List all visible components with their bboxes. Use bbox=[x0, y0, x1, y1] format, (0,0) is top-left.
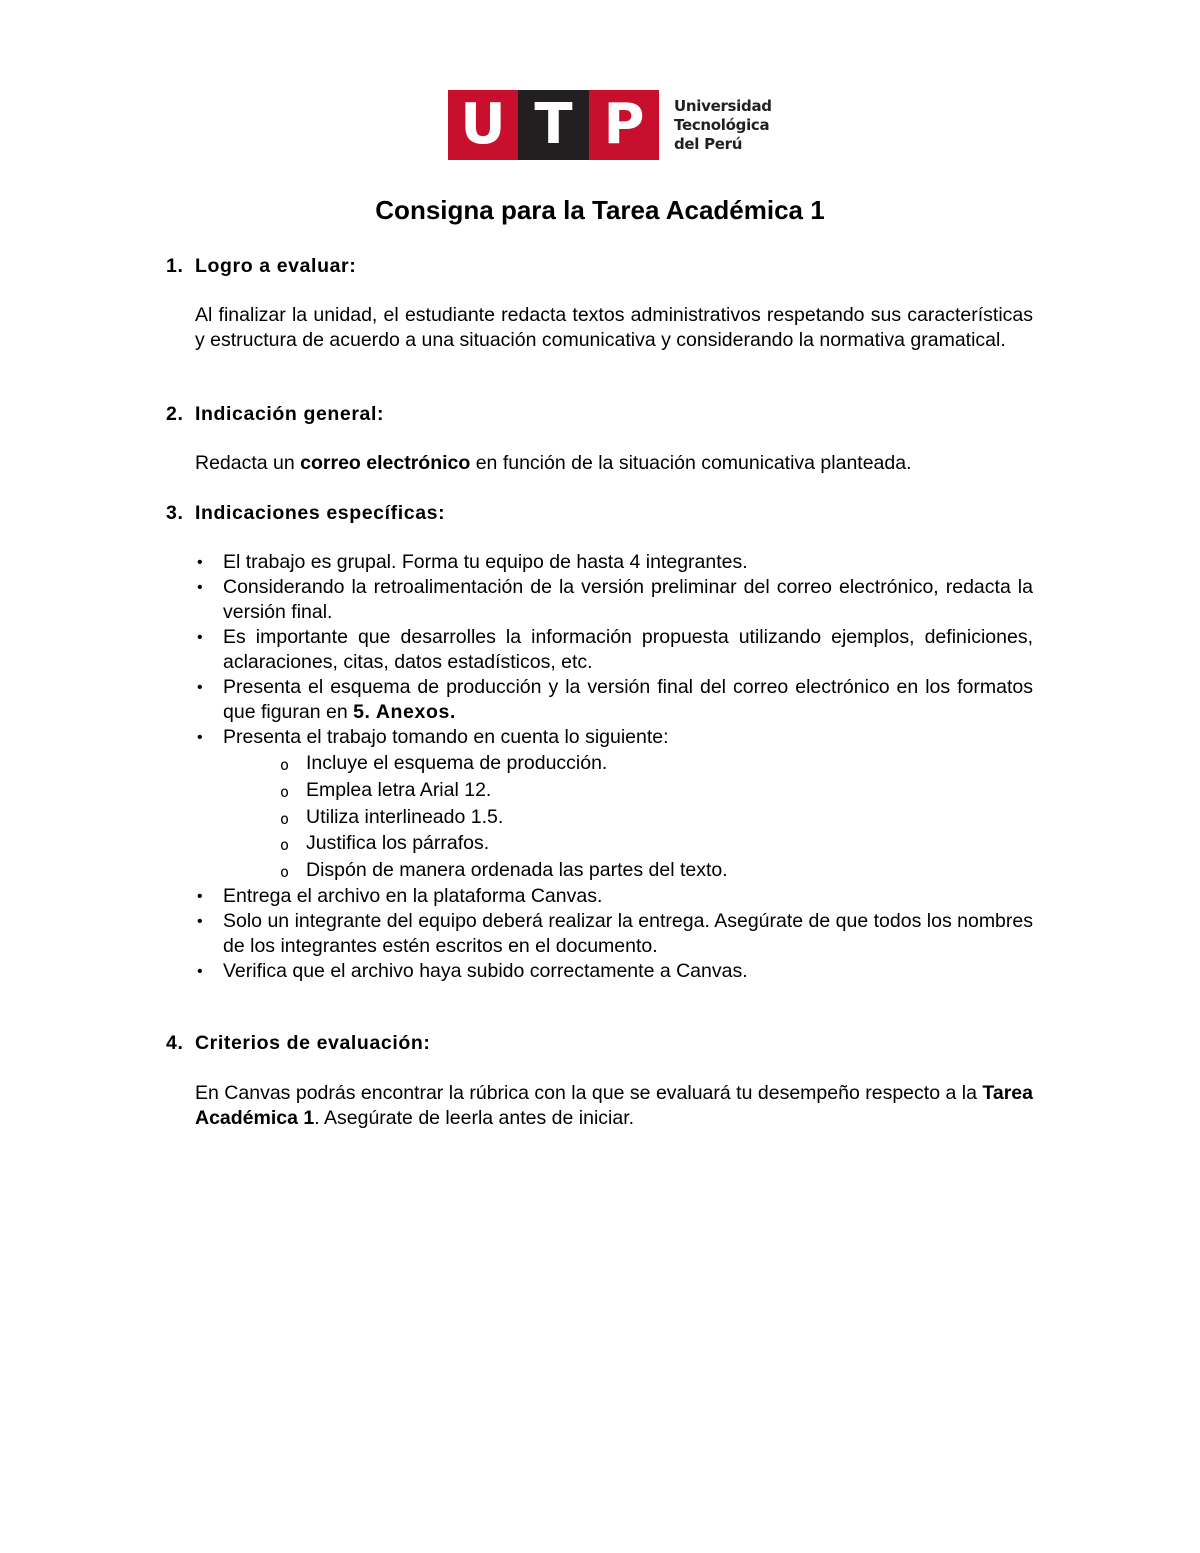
logo-letter-t: T bbox=[518, 90, 589, 160]
section-heading-text: Criterios de evaluación: bbox=[195, 1032, 431, 1054]
section-heading-text: Indicaciones específicas: bbox=[195, 502, 446, 524]
document-title: Consigna para la Tarea Académica 1 bbox=[375, 195, 825, 225]
sub-list-item bbox=[195, 830, 1033, 857]
section-heading-logro bbox=[166, 254, 356, 279]
list-item-text: Solo un integrante del equipo deberá realizar la entrega. Asegúrate de que todos los nombres de los integrantes estén escritos en el documento. bbox=[223, 909, 1033, 957]
sub-list-item-text: Emplea letra Arial 12. bbox=[306, 778, 492, 801]
sub-list-item-text: Justifica los párrafos. bbox=[306, 832, 490, 855]
bullet-icon: • bbox=[197, 912, 203, 930]
list-item bbox=[195, 884, 1033, 909]
logo-letter-u: U bbox=[448, 90, 518, 160]
text-run: en función de la situación comunicativa planteada. bbox=[470, 452, 912, 474]
list-item bbox=[195, 550, 1033, 575]
text-run: Redacta un bbox=[195, 452, 301, 474]
list-item-text-bold: 5. Anexos. bbox=[353, 701, 456, 723]
sub-bullet-icon: o bbox=[280, 782, 290, 801]
sub-bullet-icon: o bbox=[280, 863, 290, 882]
bullet-icon: • bbox=[197, 579, 203, 596]
bullet-icon: • bbox=[197, 629, 203, 646]
sub-list-item bbox=[195, 857, 1033, 884]
sub-list-item-text: Dispón de manera ordenada las partes del texto. bbox=[306, 859, 728, 882]
sub-list-item bbox=[195, 750, 1033, 777]
section-heading-indicaciones-especificas bbox=[166, 501, 445, 526]
list-item bbox=[195, 909, 1033, 959]
bullet-icon: • bbox=[197, 962, 203, 980]
sub-bullet-icon: o bbox=[280, 836, 290, 855]
bullet-icon: • bbox=[197, 887, 203, 905]
section-heading-indicacion-general bbox=[166, 402, 384, 427]
sub-list-item bbox=[195, 777, 1033, 804]
utp-logo bbox=[448, 90, 772, 160]
list-item bbox=[195, 725, 1033, 750]
section-number: 1. bbox=[166, 255, 184, 277]
bullet-icon: • bbox=[197, 554, 203, 571]
section-paragraph-criterios bbox=[195, 1081, 1033, 1131]
section-paragraph-indicacion-general bbox=[195, 451, 1033, 476]
list-item bbox=[195, 575, 1033, 625]
text-run-bold: Tarea Académica 1 bbox=[195, 1082, 1033, 1129]
list-item bbox=[195, 675, 1033, 725]
section-number: 2. bbox=[166, 403, 184, 425]
list-item-text: Es importante que desarrolles la información propuesta utilizando ejemplos, definiciones, aclaraciones, citas, datos estadísticos, etc. bbox=[223, 626, 1033, 673]
logo-text-line: Universidad bbox=[674, 96, 772, 115]
section-paragraph-logro: Al finalizar la unidad, el estudiante redacta textos administrativos respetando sus características y estructura de acuerdo a una situación comunicativa y considerando la normativa gramatical. bbox=[195, 304, 1033, 351]
list-item-text: El trabajo es grupal. Forma tu equipo de hasta 4 integrantes. bbox=[223, 551, 748, 573]
sub-list-item-text: Utiliza interlineado 1.5. bbox=[306, 805, 504, 828]
section-number: 4. bbox=[166, 1032, 184, 1054]
section-heading-text: Indicación general: bbox=[195, 403, 385, 425]
bullet-icon: • bbox=[197, 679, 203, 696]
utp-logo-mark bbox=[448, 90, 659, 160]
logo-letter-p: P bbox=[589, 90, 659, 160]
list-item-text: Verifica que el archivo haya subido correctamente a Canvas. bbox=[223, 959, 748, 982]
text-run: . Asegúrate de leerla antes de iniciar. bbox=[314, 1107, 635, 1129]
section-number: 3. bbox=[166, 502, 184, 524]
section-heading-text: Logro a evaluar: bbox=[195, 255, 357, 277]
list-item-text: Presenta el trabajo tomando en cuenta lo siguiente: bbox=[223, 726, 669, 748]
list-item-text: Presenta el esquema de producción y la versión final del correo electrónico en los formatos que figuran en bbox=[223, 676, 1033, 723]
logo-wordmark bbox=[674, 97, 772, 154]
list-item-text: Entrega el archivo en la plataforma Canvas. bbox=[223, 884, 603, 907]
text-run-bold: correo electrónico bbox=[300, 452, 471, 474]
logo-text-line: Tecnológica bbox=[674, 115, 770, 134]
sub-bullet-icon: o bbox=[280, 809, 290, 828]
sub-list-item-text: Incluye el esquema de producción. bbox=[306, 752, 608, 774]
bullet-list-indicaciones bbox=[195, 550, 1033, 984]
list-item bbox=[195, 959, 1033, 984]
bullet-icon: • bbox=[197, 729, 203, 746]
list-item-text: Considerando la retroalimentación de la versión preliminar del correo electrónico, redacta la versión final. bbox=[223, 576, 1033, 623]
text-run: En Canvas podrás encontrar la rúbrica con la que se evaluará tu desempeño respecto a la bbox=[195, 1082, 983, 1104]
list-item bbox=[195, 625, 1033, 675]
logo-text-line: del Perú bbox=[674, 134, 743, 153]
section-heading-criterios bbox=[166, 1031, 430, 1056]
sub-list-item bbox=[195, 804, 1033, 831]
sub-bullet-icon: o bbox=[280, 756, 290, 774]
